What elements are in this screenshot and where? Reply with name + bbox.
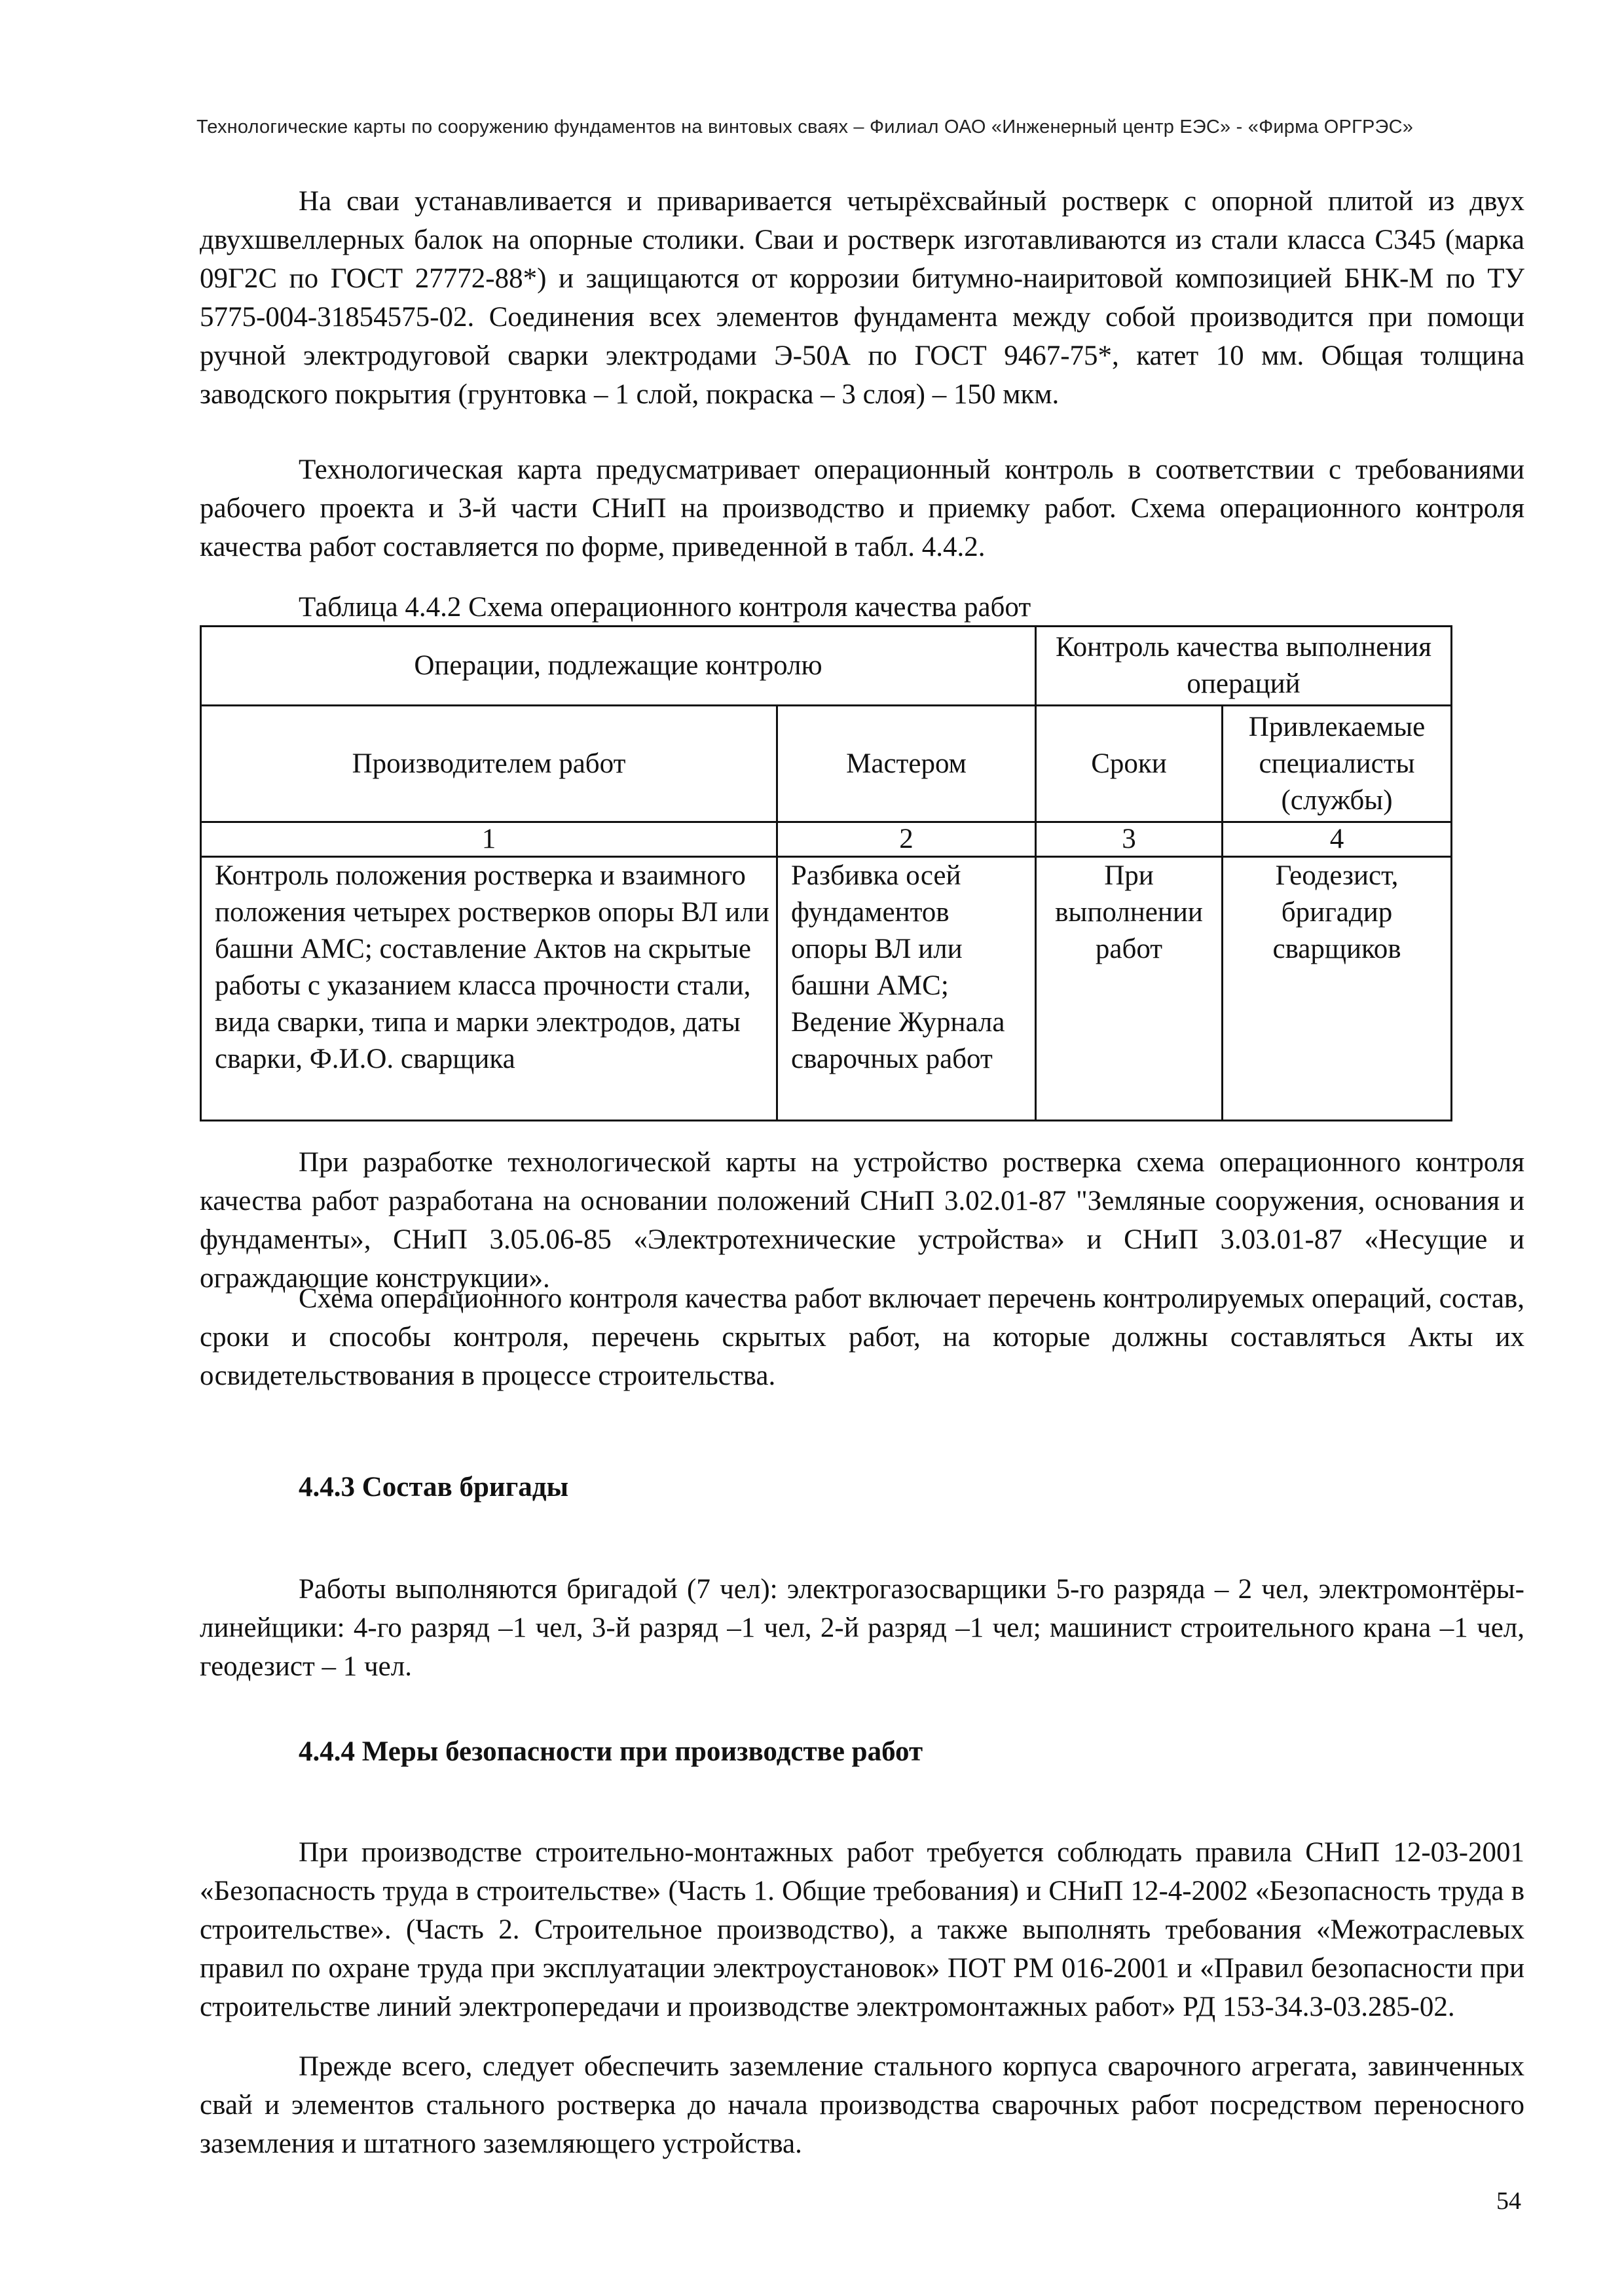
header-cell-specialists: Привлекаемые специалисты (службы) [1223, 706, 1452, 822]
cell-specialists: Геодезист, бригадир сварщиков [1223, 857, 1452, 1121]
section-heading-brigade: 4.4.3 Состав бригады [299, 1472, 569, 1503]
table-caption: Таблица 4.4.2 Схема операционного контроля качества работ [299, 592, 1031, 623]
paragraph-grounding: Прежде всего, следует обеспечить заземление стального корпуса сварочного агрегата, завинченных свай и элементов стального ростверка до начала производства сварочных работ посредством переносного заземления и штатного заземляющего устройства. [200, 2051, 1524, 2159]
cell-producer-tasks: Контроль положения ростверка и взаимного положения четырех ростверков опоры ВЛ или башни АМС; составление Актов на скрытые работы с указанием класса прочности стали, вида сварки, типа и марки электродов, даты сварки, Ф.И.О. сварщика [201, 857, 777, 1121]
column-number-3: 3 [1036, 822, 1223, 857]
running-header: Технологические карты по сооружению фундаментов на винтовых сваях – Филиал ОАО «Инженерный центр ЕЭС» - «Фирма ОРГРЭС» [196, 117, 1414, 137]
cell-master-tasks: Разбивка осей фундаментов опоры ВЛ или башни АМС; Ведение Журнала сварочных работ [777, 857, 1036, 1121]
header-cell-quality-control: Контроль качества выполнения операций [1036, 627, 1452, 706]
column-number-4: 4 [1223, 822, 1452, 857]
header-cell-master: Мастером [777, 706, 1036, 822]
paragraph-safety-rules: При производстве строительно-монтажных работ требуется соблюдать правила СНиП 12-03-2001 «Безопасность труда в строительстве» (Часть 1. Общие требования) и СНиП 12-4-2002 «Безопасность труда в строительстве». (Часть 2. Строительное производство), а также выполнять требования «Межотраслевых правил по охране труда при эксплуатации электроустановок» ПОТ РМ 016-2001 и «Правил безопасности при строительстве линий электропередачи и производстве электромонтажных работ» РД 153-34.3-03.285-02. [200, 1837, 1524, 2022]
column-number-1: 1 [201, 822, 777, 857]
table-header-row-groups [201, 627, 1452, 706]
paragraph-operational-control: Технологическая карта предусматривает операционный контроль в соответствии с требованиями рабочего проекта и 3-й части СНиП на производство и приемку работ. Схема операционного контроля качества работ составляется по форме, приведенной в табл. 4.4.2. [200, 454, 1524, 562]
table-row [201, 857, 1452, 1121]
paragraph-snip-basis: При разработке технологической карты на устройство ростверка схема операционного контроля качества работ разработана на основании положений СНиП 3.02.01-87 "Земляные сооружения, основания и фундаменты», СНиП 3.05.06-85 «Электротехнические устройства» и СНиП 3.03.01-87 «Несущие и ограждающие конструкции». [200, 1147, 1524, 1294]
paragraph-grillage-description: На сваи устанавливается и приваривается четырёхсвайный ростверк с опорной плитой из двух двухшвеллерных балок на опорные столики. Сваи и ростверк изготавливаются из стали класса С345 (марка 09Г2С по ГОСТ 27772-88*) и защищаются от коррозии битумно-наиритовой композицией БНК-М по ТУ 5775-004-31854575-02. Соединения всех элементов фундамента между собой производится при помощи ручной электродуговой сварки электродами Э-50А по ГОСТ 9467-75*, катет 10 мм. Общая толщина заводского покрытия (грунтовка – 1 слой, покраска – 3 слоя) – 150 мкм. [200, 186, 1524, 410]
page-number: 54 [1496, 2187, 1521, 2215]
paragraph-brigade-composition: Работы выполняются бригадой (7 чел): электрогазосварщики 5-го разряда – 2 чел, электромонтёры-линейщики: 4-го разряд –1 чел, 3-й разряд –1 чел, 2-й разряд –1 чел; машинист строительного крана –1 чел, геодезист – 1 чел. [200, 1574, 1524, 1682]
table-row-column-numbers [201, 822, 1452, 857]
header-cell-operations: Операции, подлежащие контролю [201, 627, 1036, 706]
paragraph-control-scheme: Схема операционного контроля качества работ включает перечень контролируемых операций, состав, сроки и способы контроля, перечень скрытых работ, на которые должны составляться Акты их освидетельствования в процессе строительства. [200, 1283, 1524, 1391]
table-header-row-columns [201, 706, 1452, 822]
header-cell-terms: Сроки [1036, 706, 1223, 822]
section-heading-safety: 4.4.4 Меры безопасности при производстве работ [299, 1736, 923, 1767]
column-number-2: 2 [777, 822, 1036, 857]
header-cell-producer: Производителем работ [201, 706, 777, 822]
quality-control-table [200, 625, 1452, 1121]
cell-terms: При выполнении работ [1036, 857, 1223, 1121]
